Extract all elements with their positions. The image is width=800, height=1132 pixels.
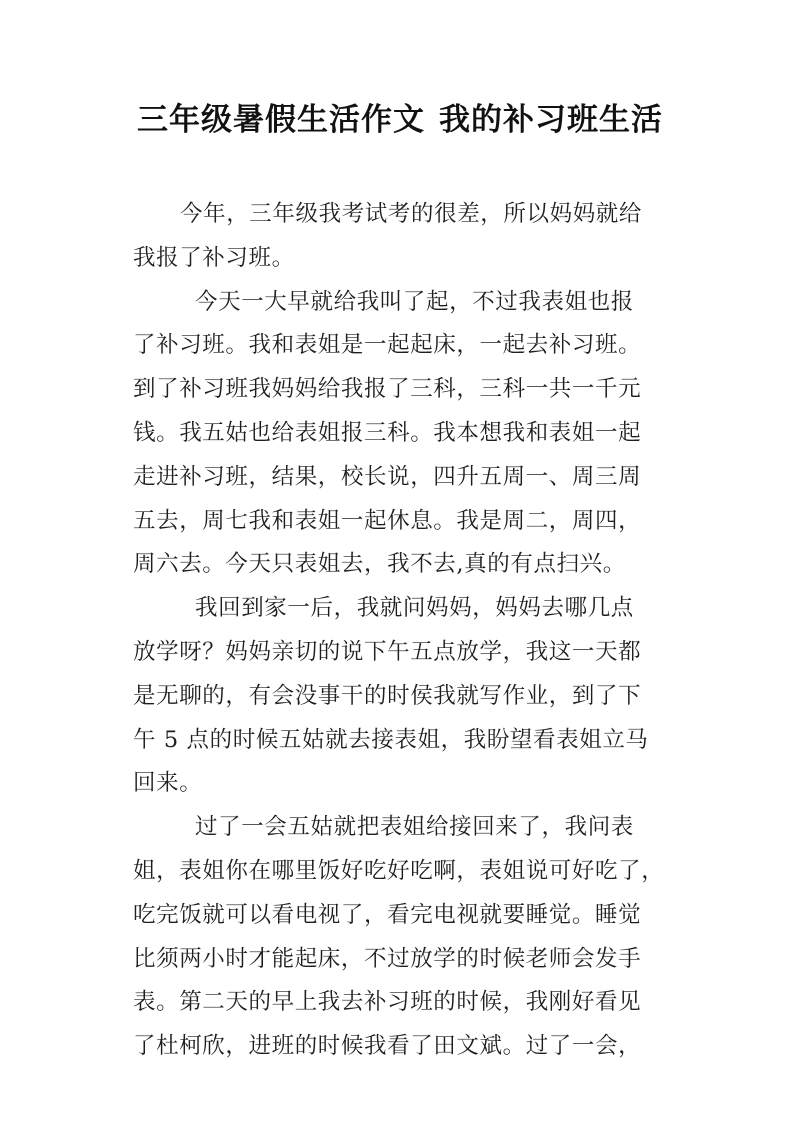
text-line: 了补习班。我和表姐是一起起床，一起去补习班。 bbox=[133, 332, 642, 358]
text-line: 回来。 bbox=[133, 770, 203, 796]
text-line: 我回到家一后，我就问妈妈，妈妈去哪几点 bbox=[195, 595, 634, 621]
text-line: 周六去。今天只表姐去，我不去,真的有点扫兴。 bbox=[133, 551, 626, 577]
text-line: 了杜柯欣，进班的时候我看了田文斌。过了一会， bbox=[133, 1033, 642, 1059]
text-line: 姐，表姐你在哪里饭好吃好吃啊，表姐说可好吃了， bbox=[133, 858, 665, 884]
text-line: 到了补习班我妈妈给我报了三科，三科一共一千元 bbox=[133, 376, 642, 402]
text-line: 表。第二天的早上我去补习班的时候，我刚好看见 bbox=[133, 989, 642, 1015]
text-line: 我报了补习班。 bbox=[133, 245, 295, 271]
text-line: 过了一会五姑就把表姐给接回来了，我问表 bbox=[195, 814, 634, 840]
text-line: 比须两小时才能起床，不过放学的时候老师会发手 bbox=[133, 946, 642, 972]
text-line: 放学呀？妈妈亲切的说下午五点放学，我这一天都 bbox=[133, 639, 642, 665]
text-line: 午 5 点的时候五姑就去接表姐，我盼望看表姐立马 bbox=[133, 727, 649, 753]
text-line: 钱。我五姑也给表姐报三科。我本想我和表姐一起 bbox=[133, 420, 642, 446]
text-line: 今年，三年级我考试考的很差，所以妈妈就给 bbox=[180, 201, 643, 227]
text-line: 五去，周七我和表姐一起休息。我是周二，周四， bbox=[133, 508, 642, 534]
title-sub: 我的补习班生活 bbox=[439, 102, 663, 138]
text-line: 吃完饭就可以看电视了，看完电视就要睡觉。睡觉 bbox=[133, 902, 642, 928]
text-line: 今天一大早就给我叫了起，不过我表姐也报 bbox=[195, 289, 634, 315]
text-line: 走进补习班，结果，校长说，四升五周一、周三周 bbox=[133, 464, 642, 490]
title-main: 三年级暑假生活作文 bbox=[137, 102, 425, 138]
text-line: 是无聊的，有会没事干的时侯我就写作业，到了下 bbox=[133, 683, 642, 709]
